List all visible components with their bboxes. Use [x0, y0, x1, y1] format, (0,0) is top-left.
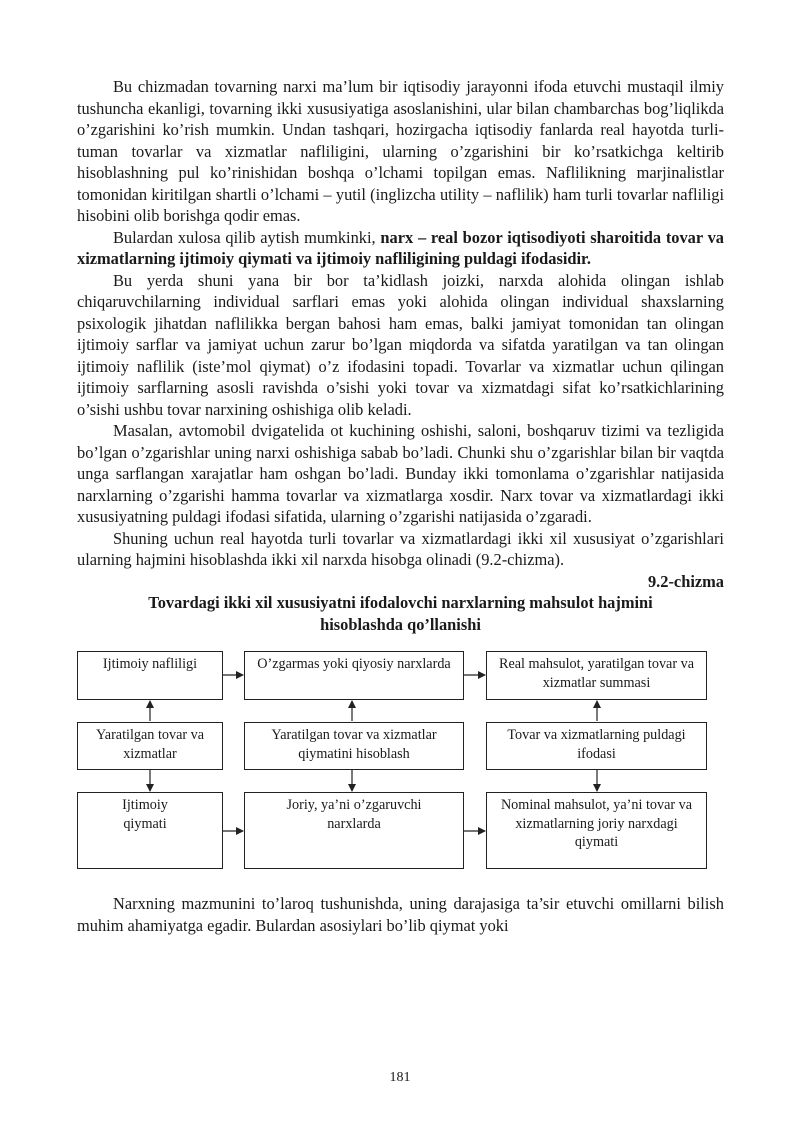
box-current-prices: Joriy, ya’ni o’zgaruvchi narxlarda: [244, 792, 464, 869]
paragraph-2-text: Bulardan xulosa qilib aytish mumkinki,: [113, 227, 381, 247]
flow-diagram: [77, 649, 724, 881]
paragraph-5: Shuning uchun real hayotda turli tovarlar va xizmatlardagi ikki xil xususiyat o’zgarishlari ularning hajmini hisoblashda ikki xil narxda hisobga olinadi (9.2-chizma).: [77, 528, 724, 569]
paragraph-2-bold: narx – real bozor iqtisodiyoti sharoitida tovar va xizmatlarning ijtimoiy qiymati va ijtimoiy nafliligining puldagi ifodasidir.: [77, 227, 724, 268]
box-value-calculation: Yaratilgan tovar va xizmatlar qiymatini hisoblash: [244, 722, 464, 770]
box-social-value: Ijtimoiy qiymati: [77, 792, 223, 869]
document-page: [77, 76, 724, 936]
figure-title-text: Tovardagi ikki xil xususiyatni ifodalovchi narxlarning mahsulot hajmini hisoblashda qo’llanishi: [148, 593, 653, 634]
box-real-product: Real mahsulot, yaratilgan tovar va xizmatlar summasi: [486, 651, 707, 700]
paragraph-2: [77, 227, 724, 270]
page-number: 181: [389, 1070, 411, 1085]
box-nominal-product: Nominal mahsulot, ya’ni tovar va xizmatlarning joriy narxdagi qiymati: [486, 792, 707, 869]
paragraph-6: Narxning mazmunini to’laroq tushunishda, uning darajasiga ta’sir etuvchi omillarni bilish muhim ahamiyatga egadir. Bulardan asosiylari bo’lib qiymat yoki: [77, 894, 724, 935]
figure-number: 9.2-chizma: [647, 571, 724, 591]
paragraph-3: Bu yerda shuni yana bir bor ta’kidlash joizki, narxda alohida olingan ishlab chiqaruvchilarning individual sarflari emas yoki alohida olingan individual shaxslarning psixologik jihatdan naflilikka bergan bahosi ham emas, balki jamiyat tomonidan tan olingan ijtimoiy sarflar va jamiyat uchun zarur bo’lgan miqdorda va sifatda yaratilgan va tan olingan ijtimoiy naflilik (iste’mol qiymat) o’z ifodasini topadi. Tovarlar va xizmatlar uchun qilingan ijtimoiy sarflarning asosli ravishda o’sishi yoki tovar va xizmatdagi sifat ko’rsatkichlarining o’sishi ushbu tovar narxining oshishiga olib keladi.: [77, 270, 724, 419]
box-constant-prices: O’zgarmas yoki qiyosiy narxlarda: [244, 651, 464, 700]
box-social-utility: Ijtimoiy nafliligi: [77, 651, 223, 700]
box-created-goods: Yaratilgan tovar va xizmatlar: [77, 722, 223, 770]
figure-title: [77, 592, 724, 635]
paragraph-1: Bu chizmadan tovarning narxi ma’lum bir iqtisodiy jarayonni ifoda etuvchi mustaqil ilmiy tushuncha ekanligi, tovarning ikki xususiyatiga asoslanishini, ular bilan chambarchas bog’liqlikda o’zgarishini ko’rish mumkin. Undan tashqari, hozirgacha iqtisodiy fanlarda real hayotda turli-tuman tovarlar va xizmatlar nafliligini, ularning o’zgarishini bir ko’rsatkichga keltirib hisoblashning pul ko’rinishidan boshqa o’lchami topilgan emas. Naflilikning marjinalistlar tomonidan kiritilgan shartli o’lchami – yutil (inglizcha utility – naflilik) ham turli tovarlar nafliligi hisobini olib borishga qodir emas.: [77, 77, 724, 225]
paragraph-4: Masalan, avtomobil dvigatelida ot kuchining oshishi, saloni, boshqaruv tizimi va tezligida bo’lgan o’zgarishlar uning narxi oshishiga sabab bo’ladi. Chunki shu o’zgarishlar bilan bir vaqtda unga sarflangan xarajatlar ham oshgan bo’ladi. Bunday ikki tomonlama o’zgarishlar natijasida narxlarning o’zgarishi hamma tovarlar va xizmatlarga xosdir. Narx tovar va xizmatlardagi ikki xususiyatning puldagi ifodasi sifatida, ularning o’zgarishi natijasida o’zgaradi.: [77, 421, 724, 526]
box-monetary-expression: Tovar va xizmatlarning puldagi ifodasi: [486, 722, 707, 770]
